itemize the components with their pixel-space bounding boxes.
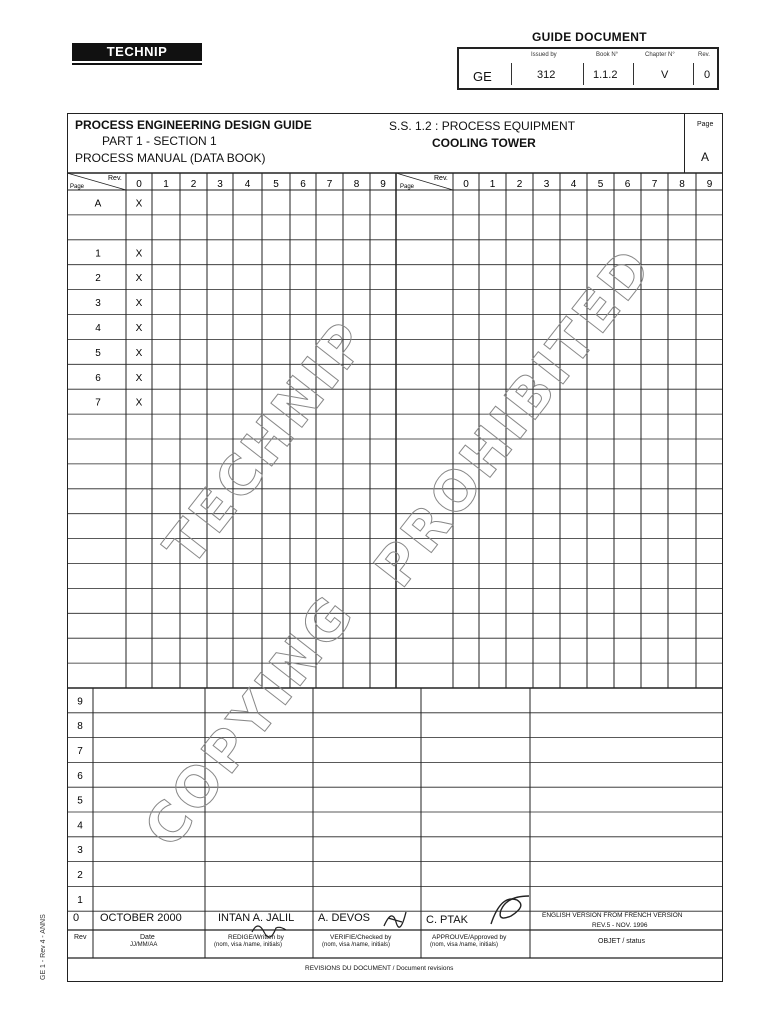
rev0-mark: X	[135, 198, 143, 210]
page-number-2: 2	[95, 273, 101, 285]
chapter-value: V	[661, 69, 669, 81]
page-col-label: Page	[70, 184, 85, 190]
revisions-footer: REVISIONS DU DOCUMENT / Document revisions	[305, 965, 454, 972]
rev-col-header-8: 8	[679, 179, 685, 190]
rev-col-header-6: 6	[300, 179, 306, 190]
guide-code: GE	[473, 69, 492, 84]
revision-number-7: 7	[77, 746, 83, 757]
rev-header: Rev.	[698, 52, 710, 58]
rev0-mark: X	[135, 273, 143, 285]
revision-number-8: 8	[77, 721, 83, 733]
rev0-mark: X	[135, 322, 143, 334]
signature-checked	[380, 906, 410, 932]
rev-col-header-2: 2	[190, 179, 197, 190]
label-date-format: JJ/MM/AA	[130, 942, 158, 948]
rev-col-label: Rev.	[108, 175, 122, 182]
revision-number-3: 3	[77, 845, 83, 857]
rev0-mark: X	[135, 248, 143, 260]
chapter-header: Chapter N°	[645, 52, 675, 58]
page-number-3: 3	[95, 298, 101, 310]
rev-col-header-5: 5	[597, 179, 604, 190]
rev-col-header-4: 4	[570, 179, 577, 190]
rev-col-header-8: 8	[353, 179, 360, 190]
label-date: Date	[140, 934, 155, 941]
label-checked-sub: (nom, visa /name, initials)	[322, 942, 391, 948]
label-approved-sub: (nom, visa /name, initials)	[430, 942, 499, 948]
revision-number-4: 4	[77, 820, 83, 832]
rev0-number: 0	[73, 912, 80, 924]
rev0-mark: X	[135, 347, 143, 359]
label-rev: Rev	[74, 934, 87, 941]
label-written-sub: (nom, visa /name, initials)	[214, 942, 283, 948]
watermark-prohibited: PROHIBITED	[362, 235, 666, 599]
subject-section: S.S. 1.2 : PROCESS EQUIPMENT	[389, 119, 576, 133]
rev-col-header-6: 6	[624, 179, 631, 190]
rev0-date: OCTOBER 2000	[100, 912, 182, 924]
guide-document-title: GUIDE DOCUMENT	[532, 30, 647, 44]
rev-col-header-3: 3	[217, 179, 223, 190]
rev0-mark: X	[135, 372, 143, 384]
rev-col-header-9: 9	[380, 179, 386, 190]
label-written: REDIGE/Written by	[228, 934, 284, 941]
rev0-status-date: REV.5 - NOV. 1996	[592, 922, 648, 929]
subject-title: COOLING TOWER	[432, 136, 536, 150]
rev0-checked-by: A. DEVOS	[318, 912, 370, 924]
rev-col-header-7: 7	[651, 179, 658, 190]
rev0-mark: X	[135, 397, 143, 409]
watermark-copying: COPYING	[132, 582, 368, 859]
issued-by-value: 312	[537, 69, 556, 81]
rev-col-header-7: 7	[326, 179, 333, 190]
manual-name: PROCESS MANUAL (DATA BOOK)	[75, 151, 266, 165]
rev-col-header-3: 3	[543, 179, 550, 190]
revision-number-1: 1	[77, 894, 83, 906]
page-number-6: 6	[95, 372, 101, 384]
technip-logo: TECHNIP	[72, 43, 202, 61]
page-number-1: 1	[95, 248, 101, 260]
label-status: OBJET / status	[598, 938, 645, 945]
page-number-A: A	[94, 198, 102, 210]
rev0-approved-by: C. PTAK	[426, 914, 468, 926]
page-col-label: Page	[400, 184, 415, 190]
rev-col-header-4: 4	[244, 179, 251, 190]
rev-col-header-0: 0	[463, 179, 469, 190]
rev-col-label: Rev.	[434, 175, 448, 182]
page-number-5: 5	[95, 347, 101, 359]
revision-number-2: 2	[77, 870, 83, 881]
rev-col-header-5: 5	[273, 179, 279, 190]
rev-col-header-0: 0	[136, 179, 142, 190]
signature-approved	[485, 890, 535, 930]
label-checked: VERIFIE/Checked by	[330, 934, 392, 941]
issued-by-header: Issued by	[531, 52, 557, 58]
watermark-technip: TECHNIP	[152, 308, 382, 577]
rev0-status: ENGLISH VERSION FROM FRENCH VERSION	[542, 912, 683, 919]
rev-col-header-9: 9	[706, 179, 713, 190]
rev-col-header-1: 1	[163, 179, 169, 190]
page-label: Page	[697, 121, 714, 128]
page-number-4: 4	[95, 322, 101, 334]
guide-name: PROCESS ENGINEERING DESIGN GUIDE	[75, 118, 312, 132]
side-reference: GE 1 - Rev 4 - ANNS	[40, 914, 47, 980]
page-value: A	[701, 150, 710, 164]
book-value: 1.1.2	[593, 69, 618, 81]
revision-number-5: 5	[77, 795, 83, 807]
label-approved: APPROUVE/Approved by	[432, 934, 507, 941]
book-header: Book N°	[596, 52, 619, 58]
page-number-7: 7	[95, 397, 101, 409]
rev-col-header-2: 2	[516, 179, 523, 190]
rev-value: 0	[704, 69, 711, 81]
rev-col-header-1: 1	[489, 179, 496, 190]
revision-number-9: 9	[77, 696, 83, 708]
revision-number-6: 6	[77, 770, 83, 782]
part-section: PART 1 - SECTION 1	[102, 134, 217, 148]
rev0-mark: X	[135, 298, 143, 310]
rev0-written-by: INTAN A. JALIL	[218, 912, 295, 924]
